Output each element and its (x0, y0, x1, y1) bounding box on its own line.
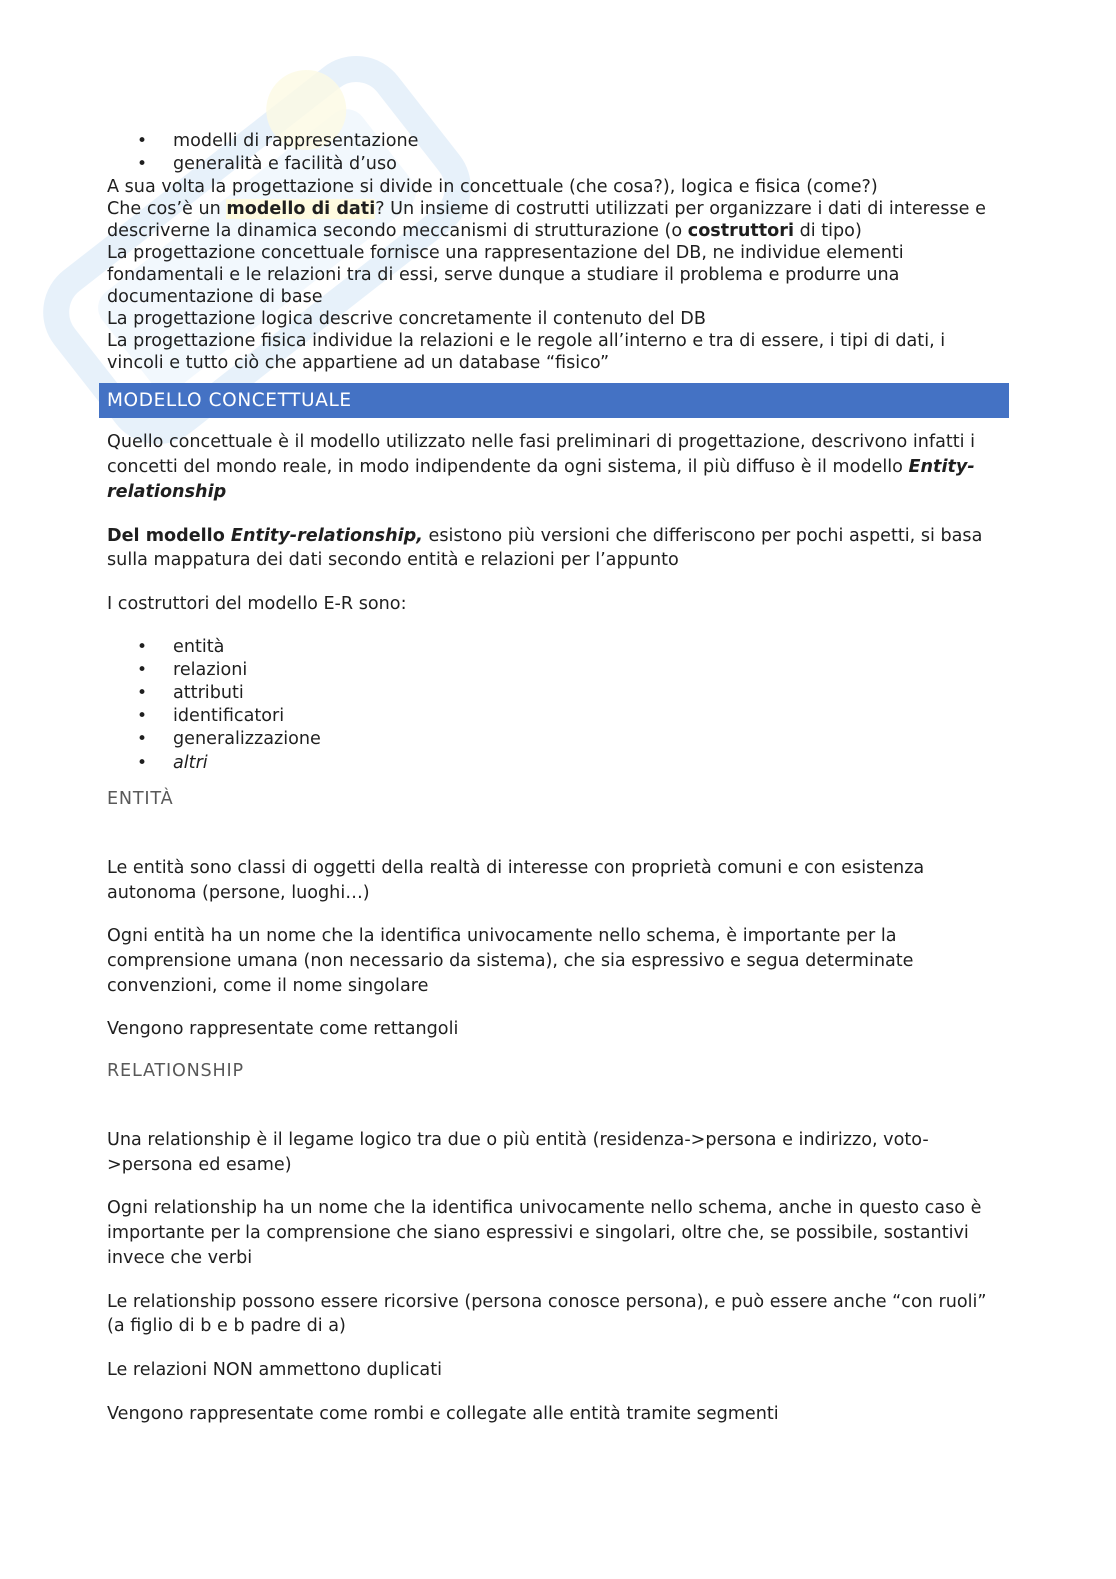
paragraph (107, 198, 1002, 242)
paragraph: A sua volta la progettazione si divide in concettuale (che cosa?), logica e fisica (come?) (107, 177, 878, 198)
intro-bullet-list (107, 130, 1002, 176)
paragraph: Vengono rappresentate come rombi e collegate alle entità tramite segmenti (107, 1403, 779, 1424)
list-item: • attributi (107, 682, 1002, 705)
paragraph (107, 430, 1002, 504)
subheading-relationship: RELATIONSHIP (107, 1061, 244, 1082)
list-item: • generalità e facilità d’uso (107, 153, 1002, 176)
list-item (107, 752, 1002, 775)
paragraph: Una relationship è il legame logico tra due o più entità (residenza->persona e indirizzo, voto->persona ed esame) (107, 1130, 929, 1175)
list-item: • identificatori (107, 705, 1002, 728)
text-run: ? Un insieme di costrutti utilizzati per organizzare i dati di interesse e descriverne la dinamica secondo meccanismi di strutturazione (o (107, 199, 986, 242)
bold-term: modello di dati (226, 199, 376, 220)
list-item: • generalizzazione (107, 728, 1002, 751)
list-item: • entità (107, 636, 1002, 659)
list-item: • modelli di rappresentazione (107, 130, 1002, 153)
list-item: • relazioni (107, 659, 1002, 682)
paragraph (107, 524, 1002, 573)
text-run: di tipo) (793, 221, 862, 242)
bold-term: Del modello (107, 525, 231, 546)
text-run: Quello concettuale è il modello utilizzato nelle fasi preliminari di progettazione, descrivono infatti i concetti del mondo reale, in modo indipendente da ogni sistema, il più diffuso è il modello (107, 432, 976, 478)
text-run: esistono più versioni che differiscono per pochi aspetti, si basa sulla mappatura dei dati secondo entità e relazioni per l’appunto (107, 525, 983, 571)
section-heading-bar: MODELLO CONCETTUALE (99, 383, 1009, 418)
bold-term: costruttori (687, 221, 794, 242)
italic-term: altri (173, 752, 208, 773)
bold-italic-term: Entity-relationship, (230, 525, 423, 546)
paragraph: Ogni relationship ha un nome che la identifica univocamente nello schema, anche in questo caso è importante per la comprensione che siano espressivi e singolari, oltre che, se possibile, sostantivi invece che verbi (107, 1198, 982, 1268)
paragraph: I costruttori del modello E-R sono: (107, 593, 407, 614)
paragraph: Le relazioni NON ammettono duplicati (107, 1359, 442, 1380)
constructors-list (107, 636, 1002, 775)
paragraph: Le relationship possono essere ricorsive (persona conosce persona), e può essere anche “con ruoli” (a figlio di b e b padre di a) (107, 1291, 987, 1337)
document-page (107, 130, 1002, 1426)
paragraph: Vengono rappresentate come rettangoli (107, 1019, 459, 1040)
intro-text (107, 176, 1002, 374)
paragraph: La progettazione fisica individue la relazioni e le regole all’interno e tra di essere, i tipi di dati, i vincoli e tutto ciò che appartiene ad un database “fisico” (107, 331, 946, 374)
paragraph: La progettazione concettuale fornisce una rappresentazione del DB, ne individue elementi fondamentali e le relazioni tra di essi, serve dunque a studiare il problema e produrre una documentazione di base (107, 243, 904, 308)
bold-italic-term: Entity-relationship (107, 457, 975, 502)
paragraph: Le entità sono classi di oggetti della realtà di interesse con proprietà comuni e con esistenza autonoma (persone, luoghi…) (107, 857, 925, 903)
text-run: Che cos’è un (107, 199, 227, 220)
paragraph: Ogni entità ha un nome che la identifica univocamente nello schema, è importante per la comprensione umana (non necessario da sistema), che sia espressivo e segua determinate convenzioni, come il nome singolare (107, 926, 914, 996)
paragraph: La progettazione logica descrive concretamente il contenuto del DB (107, 309, 706, 330)
subheading-entita: ENTITÀ (107, 788, 174, 809)
